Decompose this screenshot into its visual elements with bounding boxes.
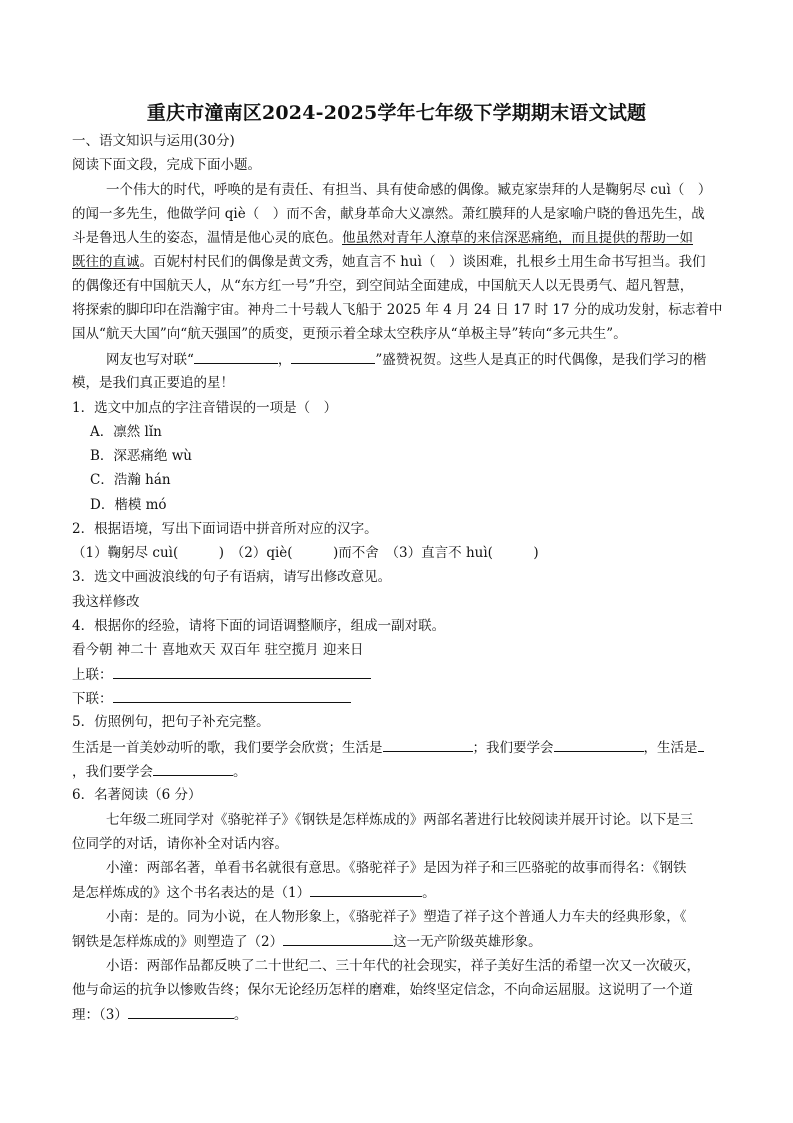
- passage-line: 模，是我们真正要追的星！: [72, 375, 234, 391]
- passage-text: 网友也写对联“: [106, 352, 194, 368]
- imitation-text: ，生活是: [643, 740, 698, 756]
- imitation-blank-2[interactable]: [554, 737, 644, 752]
- reading-text: 理：（3）: [72, 1007, 128, 1023]
- reading-line: 七年级二班同学对《骆驼祥子》《钢铁是怎样炼成的》两部名著进行比较阅读并展开讨论。以下是三: [106, 812, 694, 828]
- passage-text: ”盛赞祝贺。这些人是真正的时代偶像，是我们学习的楷: [375, 352, 707, 368]
- question-2-stem: 2．根据语境，写出下面词语中拼音所对应的汉字。: [72, 521, 378, 537]
- passage-line: [106, 349, 706, 370]
- passage-text: 斗是鲁迅人生的姿态，温情是他心灵的底色。: [72, 230, 342, 246]
- section-heading: 一、语文知识与运用(30分): [72, 133, 235, 149]
- imitation-text: ；我们要学会: [472, 740, 554, 756]
- imitation-blank-4[interactable]: [153, 761, 233, 776]
- question-6-stem: 6．名著阅读（6 分）: [72, 787, 202, 803]
- imitation-blank-1[interactable]: [383, 737, 473, 752]
- reading-line: [72, 931, 542, 952]
- upper-couplet-blank[interactable]: [113, 664, 371, 679]
- lower-couplet-blank[interactable]: [113, 688, 351, 703]
- imitation-text: 。: [233, 764, 247, 780]
- reading-blank-1[interactable]: [310, 882, 422, 897]
- word-list: 看今朝 神二十 喜地欢天 双百年 驻空揽月 迎来日: [72, 642, 364, 658]
- lower-couplet-line: [72, 688, 351, 709]
- reading-line: 小南：是的。同为小说，在人物形象上，《骆驼祥子》塑造了祥子这个普通人力车夫的经典形象，《: [106, 909, 687, 925]
- passage-text: 。百妮村村民们的偶像是黄文秀，她直言不 huì（ ）谈困难，扎根乡土用生命书写担当。我们: [139, 254, 706, 270]
- question-4-stem: 4．根据你的经验，请将下面的词语调整顺序，组成一副对联。: [72, 618, 446, 634]
- question-2-blanks[interactable]: （1）鞠躬尽 cuì( ) （2）qiè( )而不舍 （3）直言不 huì( ): [72, 545, 539, 561]
- imitation-text: ，我们要学会: [72, 764, 153, 780]
- passage-line: [72, 228, 693, 248]
- reading-text: 钢铁是怎样炼成的》则塑造了（2）: [72, 934, 284, 950]
- passage-line: 一个伟大的时代，呼唤的是有责任、有担当、具有使命感的偶像。臧克家崇拜的人是鞠躬尽 cuì（ ）: [106, 182, 712, 198]
- imitation-line: [72, 737, 704, 758]
- reading-line: 小语：两部作品都反映了二十世纪二、三十年代的社会现实，祥子美好生活的希望一次又一次破灭，: [106, 958, 700, 974]
- imitation-text: 生活是一首美妙动听的歌，我们要学会欣赏；生活是: [72, 740, 383, 756]
- instruction: 阅读下面文段，完成下面小题。: [72, 157, 261, 173]
- option-b[interactable]: B．深恶痛绝 wù: [90, 448, 192, 464]
- question-3-answer-prompt: 我这样修改: [72, 594, 140, 610]
- upper-couplet-label: 上联：: [72, 667, 113, 683]
- passage-line: 国从“航天大国”向“航天强国”的质变，更预示着全球太空秩序从“单极主导”转向“多元共生”。: [72, 326, 627, 342]
- imitation-blank-3[interactable]: [698, 737, 704, 752]
- question-5-stem: 5．仿照例句，把句子补充完整。: [72, 714, 270, 730]
- reading-text: 是怎样炼成的》这个书名表达的是（1）: [72, 885, 311, 901]
- passage-line: 的闻一多先生，他做学问 qiè（ ）而不舍，献身革命大义凛然。萧红膜拜的人是家喻户晓的鲁迅先生，战: [72, 206, 705, 222]
- reading-line: 他与命运的抗争以惨败告终；保尔无论经历怎样的磨难，始终坚定信念，不向命运屈服。这说明了一个道: [72, 982, 693, 998]
- reading-line: [72, 1004, 247, 1025]
- question-3-stem: 3．选文中画波浪线的句子有语病，请写出修改意见。: [72, 569, 392, 585]
- reading-text: 。: [233, 1007, 248, 1023]
- reading-text: 。: [422, 885, 436, 901]
- couplet-blank-1[interactable]: [194, 349, 278, 364]
- reading-line: 小潼：两部名著，单看书名就很有意思。《骆驼祥子》是因为祥子和三匹骆驼的故事而得名：《钢铁: [106, 860, 687, 876]
- passage-line: 的偶像还有中国航天人，从“东方红一号”升空，到空间站全面建成，中国航天人以无畏勇气、超凡智慧，: [72, 278, 694, 294]
- reading-text: 这一无产阶级英雄形象。: [393, 934, 542, 950]
- upper-couplet-line: [72, 664, 371, 685]
- question-1-stem: 1．选文中加点的字注音错误的一项是（ ）: [72, 400, 338, 416]
- option-c[interactable]: C．浩瀚 hán: [90, 472, 171, 488]
- passage-text: ，: [277, 352, 292, 368]
- wavy-sentence: 他虽然对青年人潦草的来信深恶痛绝，而且提供的帮助一如: [342, 230, 693, 246]
- lower-couplet-label: 下联：: [72, 691, 113, 707]
- reading-blank-3[interactable]: [128, 1004, 234, 1019]
- passage-line: [72, 252, 706, 272]
- passage-line: 将探索的脚印印在浩瀚宇宙。神舟二十号载人飞船于 2025 年 4 月 24 日 17 时 17 分的成功发射，标志着中: [72, 302, 723, 318]
- imitation-line: [72, 761, 247, 782]
- option-a[interactable]: A．凛然 lǐn: [90, 424, 162, 440]
- page-title: 重庆市潼南区2024-2025学年七年级下学期期末语文试题: [146, 102, 647, 124]
- wavy-sentence-end: 既往的直诚: [72, 254, 140, 270]
- couplet-blank-2[interactable]: [291, 349, 375, 364]
- reading-line: [72, 882, 436, 903]
- reading-line: 位同学的对话，请你补全对话内容。: [72, 836, 288, 852]
- reading-blank-2[interactable]: [283, 931, 393, 946]
- option-d[interactable]: D．楷模 mó: [90, 497, 167, 513]
